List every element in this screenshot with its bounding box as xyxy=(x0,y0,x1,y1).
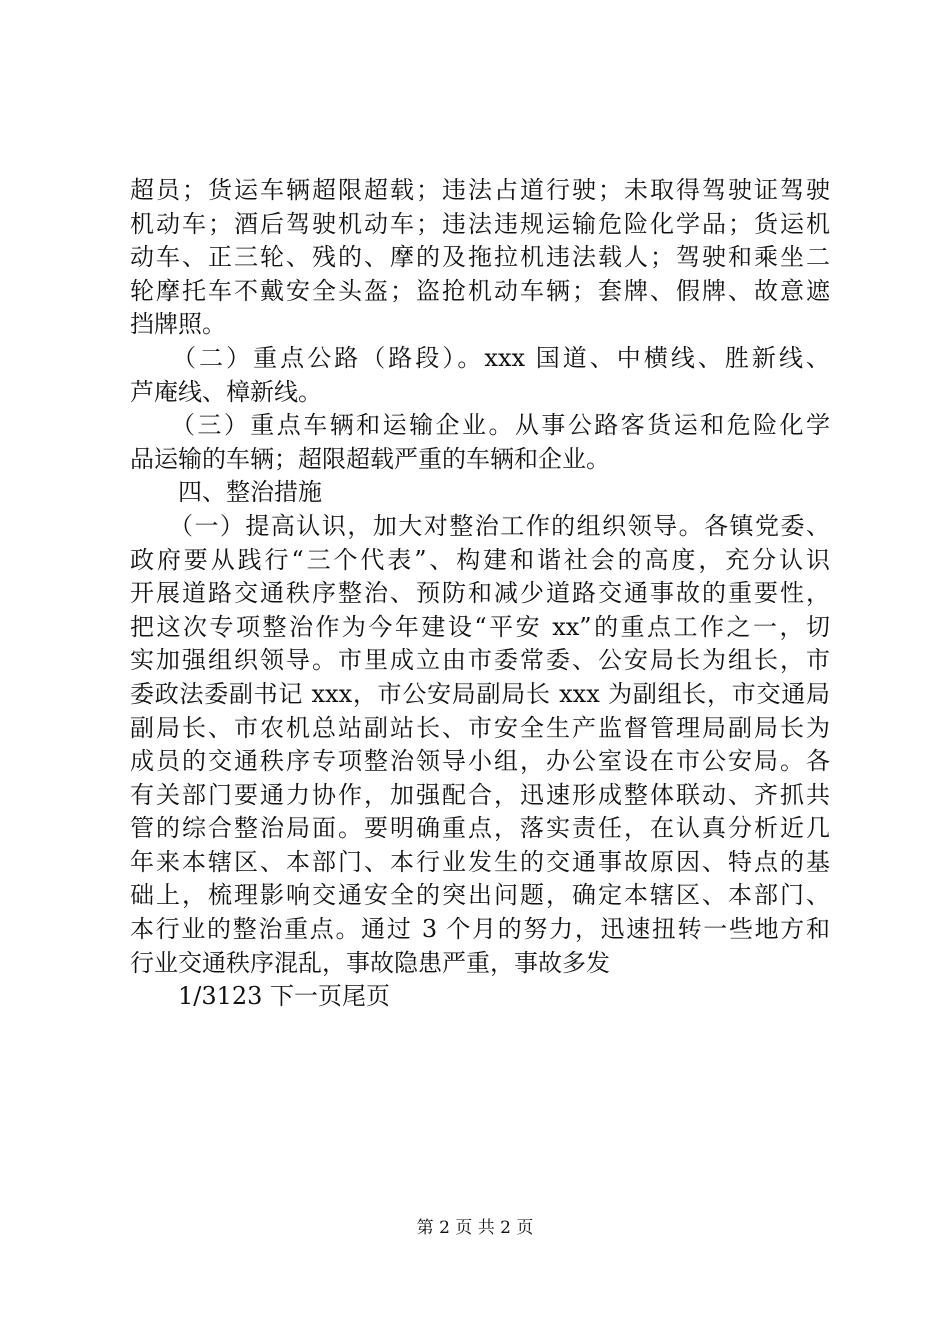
text-line: 芦庵线、樟新线。 xyxy=(130,377,322,406)
text-line: 超员；货运车辆超限超载；违法占道行驶；未取得驾驶证驾驶 xyxy=(130,176,830,204)
text-line: 有关部门要通力协作，加强配合，迅速形成整体联动、齐抓共 xyxy=(130,780,830,809)
text-line: 成员的交通秩序专项整治领导小组，办公室设在市公安局。各 xyxy=(130,747,830,776)
text-line: 年来本辖区、本部门、本行业发生的交通事故原因、特点的基 xyxy=(130,847,830,876)
text-line: 四、整治措施 xyxy=(130,478,322,507)
text-line: 管的综合整治局面。要明确重点，落实责任，在认真分析近几 xyxy=(130,814,830,843)
text-line: 行业交通秩序混乱，事故隐患严重，事故多发 xyxy=(130,948,610,977)
text-line: 政府要从践行“三个代表”、构建和谐社会的高度，充分认识 xyxy=(130,545,830,574)
text-line: 把这次专项整治作为今年建设“平安 xx”的重点工作之一，切 xyxy=(130,612,830,641)
text-line: 1/3123 下一页尾页 xyxy=(130,982,391,1011)
text-line: 础上，梳理影响交通安全的突出问题，确定本辖区、本部门、 xyxy=(130,881,830,910)
text-line: 实加强组织领导。市里成立由市委常委、公安局长为组长，市 xyxy=(130,646,830,675)
text-line: （一）提高认识，加大对整治工作的组织领导。各镇党委、 xyxy=(130,511,830,540)
text-line: 挡牌照。 xyxy=(130,310,226,339)
text-line: 开展道路交通秩序整治、预防和减少道路交通事故的重要性， xyxy=(130,579,830,608)
text-line: 本行业的整治重点。通过 3 个月的努力，迅速扭转一些地方和 xyxy=(130,915,830,944)
page-footer: 第 2 页 共 2 页 xyxy=(416,1218,534,1238)
body-text xyxy=(130,174,830,1014)
text-line: （二）重点公路（路段）。xxx 国道、中横线、胜新线、 xyxy=(130,343,830,372)
text-line: 机动车；酒后驾驶机动车；违法违规运输危险化学品；货运机 xyxy=(130,209,830,238)
text-line: 品运输的车辆；超限超载严重的车辆和企业。 xyxy=(130,444,610,473)
text-line: 委政法委副书记 xxx，市公安局副局长 xxx 为副组长，市交通局 xyxy=(130,679,830,708)
text-line: 轮摩托车不戴安全头盔；盗抢机动车辆；套牌、假牌、故意遮 xyxy=(130,276,830,305)
text-line: 副局长、市农机总站副站长、市安全生产监督管理局副局长为 xyxy=(130,713,830,742)
text-line: （三）重点车辆和运输企业。从事公路客货运和危险化学 xyxy=(130,411,830,440)
text-line: 动车、正三轮、残的、摩的及拖拉机违法载人；驾驶和乘坐二 xyxy=(130,243,830,272)
